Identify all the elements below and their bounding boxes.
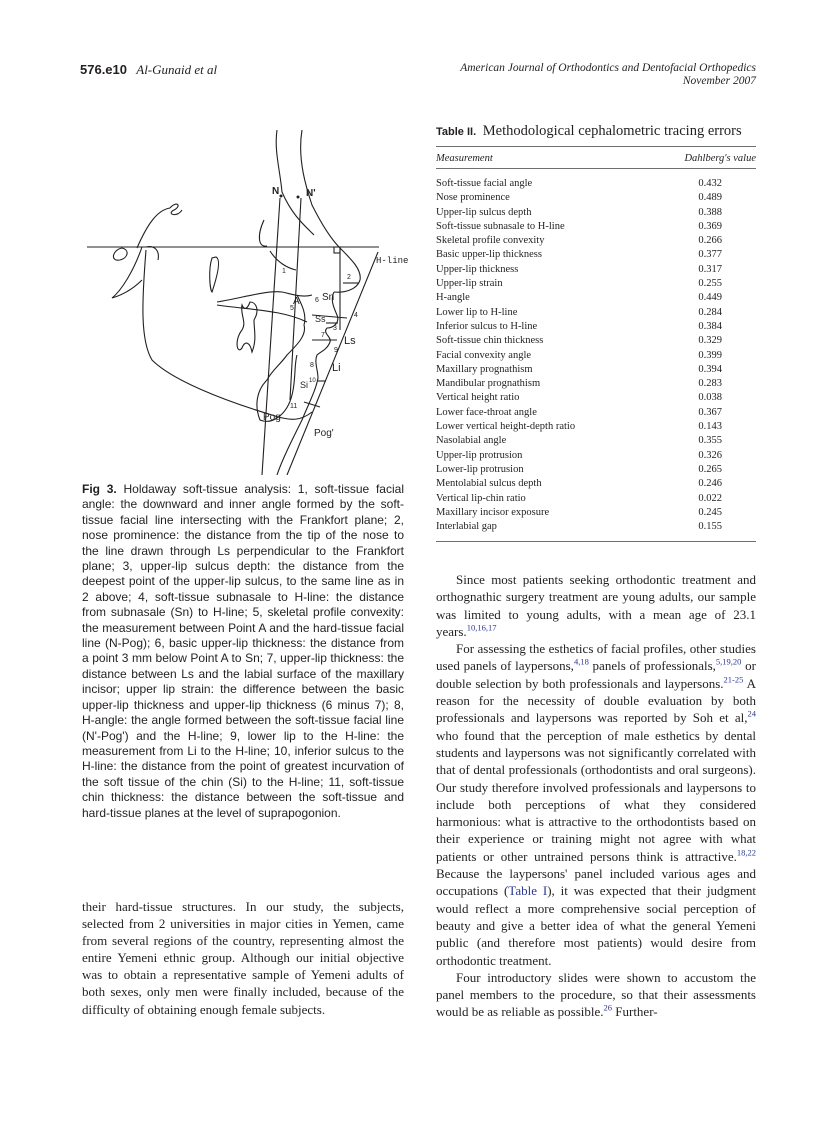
paragraph-1 xyxy=(436,571,756,640)
page-number: 576.e10 xyxy=(80,62,127,77)
cephalometric-tracing-diagram xyxy=(82,130,412,475)
measurement-cell: Facial convexity angle xyxy=(436,349,532,361)
dahlberg-value-cell: 0.355 xyxy=(698,435,722,447)
table-ii xyxy=(436,123,756,542)
table-row xyxy=(436,434,756,448)
label-sn: Sn xyxy=(322,292,335,303)
measurement-cell: Lower vertical height-depth ratio xyxy=(436,421,576,433)
measurement-cell: Lower lip to H-line xyxy=(436,306,518,318)
measurement-cell: Vertical height ratio xyxy=(436,392,520,404)
table-row xyxy=(436,277,756,291)
measure-11 xyxy=(304,402,320,407)
table-row xyxy=(436,520,756,534)
dahlberg-value-cell: 0.432 xyxy=(698,178,722,189)
measurement-cell: Upper-lip strain xyxy=(436,278,503,290)
table-body xyxy=(436,169,756,534)
dahlberg-value-cell: 0.155 xyxy=(698,521,722,533)
figure-caption xyxy=(82,482,404,821)
dahlberg-value-cell: 0.038 xyxy=(698,392,722,404)
measurement-cell: Soft-tissue subnasale to H-line xyxy=(436,220,565,232)
table-row xyxy=(436,191,756,205)
dahlberg-value-cell: 0.245 xyxy=(698,506,722,518)
table-row xyxy=(436,263,756,277)
paragraph-text: Further- xyxy=(612,1004,658,1020)
num-6: 6 xyxy=(315,297,319,304)
citation[interactable]: 4,18 xyxy=(573,657,589,668)
citation[interactable]: 10,16,17 xyxy=(466,622,497,633)
num-11: 11 xyxy=(290,403,298,410)
journal-name: American Journal of Orthodontics and Dentofacial Orthopedics xyxy=(460,62,756,74)
measurement-cell: Maxillary prognathism xyxy=(436,363,533,375)
table-row xyxy=(436,506,756,520)
label-a: A xyxy=(293,296,300,307)
num-5: 5 xyxy=(290,305,294,312)
measurement-cell: Soft-tissue chin thickness xyxy=(436,335,544,347)
dahlberg-value-cell: 0.143 xyxy=(698,421,722,433)
dahlberg-value-cell: 0.377 xyxy=(698,249,722,261)
measurement-cell: Vertical lip-chin ratio xyxy=(436,492,526,504)
measurement-cell: Maxillary incisor exposure xyxy=(436,506,550,518)
paragraph-text: Since most patients seeking orthodontic treatment and orthognathic surgery treatment are young adults, our sample was limited to young adults, with a mean age of 23.1 years. xyxy=(436,572,756,639)
issue-date: November 2007 xyxy=(682,75,756,87)
label-h-line: H-line xyxy=(376,256,409,266)
measurement-cell: Lower face-throat angle xyxy=(436,406,537,418)
table-row xyxy=(436,306,756,320)
dahlberg-value-cell: 0.266 xyxy=(698,235,722,247)
label-si: Si xyxy=(300,380,309,390)
label-ss: Ss xyxy=(315,314,326,324)
measurement-cell: Nasolabial angle xyxy=(436,435,507,447)
body-text-left-column xyxy=(82,898,404,1018)
measurement-cell: Inferior sulcus to H-line xyxy=(436,320,538,332)
dahlberg-value-cell: 0.384 xyxy=(698,320,722,332)
table-row xyxy=(436,477,756,491)
dahlberg-value-cell: 0.317 xyxy=(698,263,722,275)
dahlberg-value-cell: 0.369 xyxy=(698,220,722,232)
paragraph-text: A reason for the necessity of double evaluation by both professionals and laypersons was reported by Soh et al, xyxy=(436,675,756,726)
paragraph: their hard-tissue structures. In our study, the subjects, selected from 2 universities in major cities in Yemen, came from several regions of the country, representing almost the entire Yemeni ethnic group. Although our initial objective was to obtain a representative sample of Yemeni adults of both sexes, only men were finally included, because of the difficulty of obtaining enough female subjects. xyxy=(82,899,404,1017)
dahlberg-value-cell: 0.255 xyxy=(698,278,722,290)
table-row xyxy=(436,334,756,348)
table-row xyxy=(436,220,756,234)
mandible-outline xyxy=(143,250,312,419)
n-pog-line xyxy=(262,198,280,475)
soft-tissue-profile-nose xyxy=(301,130,361,292)
dahlberg-value-cell: 0.329 xyxy=(698,335,722,347)
label-n-prime: N' xyxy=(306,188,316,199)
body-text-right-column xyxy=(436,571,756,1021)
num-4: 4 xyxy=(354,312,358,319)
label-li: Li xyxy=(332,362,341,374)
porion-outline xyxy=(113,248,127,260)
table-row xyxy=(436,492,756,506)
paragraph-text: who found that the perception of male esthetics by dental students and laypersons was not significantly correlated with that of dental professionals (orthodontists and oral surgeons). Our study therefore involved professionals and laypersons to include both perceptions of what they considered harmonious: what is attractive to the orthodontists based on their experience or training might not agree with what patients or other untrained persons think is attractive. xyxy=(436,727,756,864)
orbit-outline xyxy=(137,204,182,248)
dahlberg-value-cell: 0.022 xyxy=(698,492,722,504)
dahlberg-value-cell: 0.394 xyxy=(698,363,722,375)
table-row xyxy=(436,320,756,334)
table-header-row xyxy=(436,147,756,164)
paragraph-2 xyxy=(436,640,756,969)
table-i-link[interactable]: Table I xyxy=(508,883,548,899)
table-title xyxy=(436,123,756,140)
table-row xyxy=(436,363,756,377)
bone-profile-nasion xyxy=(276,130,314,235)
paragraph-text: or double selection by both professionals and laypersons. xyxy=(436,658,756,691)
measurement-cell: H-angle xyxy=(436,292,470,304)
measurement-cell: Basic upper-lip thickness xyxy=(436,249,542,261)
dahlberg-value-cell: 0.246 xyxy=(698,478,722,490)
dahlberg-value-cell: 0.326 xyxy=(698,449,722,461)
column-header-measurement: Measurement xyxy=(436,153,493,164)
figure-label: Fig 3. xyxy=(82,482,117,496)
table-row xyxy=(436,177,756,191)
num-8: 8 xyxy=(310,362,314,369)
measurement-cell: Soft-tissue facial angle xyxy=(436,178,533,189)
running-header-right xyxy=(460,62,756,88)
measurement-cell: Skeletal profile convexity xyxy=(436,235,545,247)
num-10: 10 xyxy=(309,378,316,384)
measurement-cell: Upper-lip thickness xyxy=(436,263,519,275)
right-angle-marker xyxy=(334,247,340,253)
num-7: 7 xyxy=(321,332,325,339)
label-n: N xyxy=(272,186,280,197)
measurement-cell: Mentolabial sulcus depth xyxy=(436,478,542,490)
table-caption: Methodological cephalometric tracing errors xyxy=(482,123,742,139)
table-row xyxy=(436,377,756,391)
column-header-dahlberg: Dahlberg's value xyxy=(684,153,756,164)
table-row xyxy=(436,291,756,305)
measurement-cell: Interlabial gap xyxy=(436,521,497,533)
table-row xyxy=(436,234,756,248)
label-ls: Ls xyxy=(344,335,356,347)
label-pog-prime: Pog' xyxy=(314,428,334,439)
running-header xyxy=(80,62,756,94)
citation[interactable]: 24 xyxy=(747,709,756,720)
citation[interactable]: 21-25 xyxy=(723,674,744,685)
table-row xyxy=(436,206,756,220)
measurement-cell: Lower-lip protrusion xyxy=(436,463,524,475)
paragraph-text: panels of professionals, xyxy=(588,658,716,674)
citation[interactable]: 26 xyxy=(603,1003,613,1014)
dahlberg-value-cell: 0.489 xyxy=(698,192,722,204)
table-number: Table II. xyxy=(436,126,477,138)
paragraph-text: For assessing the esthetics of facial profiles, other studies used panels of laypersons, xyxy=(436,641,756,674)
citation[interactable]: 18,22 xyxy=(736,847,756,858)
dahlberg-value-cell: 0.449 xyxy=(698,292,722,304)
label-pog: Pog xyxy=(263,412,281,423)
running-authors: Al-Gunaid et al xyxy=(136,62,218,77)
num-2: 2 xyxy=(347,274,351,281)
num-1: 1 xyxy=(282,268,286,275)
table-row xyxy=(436,449,756,463)
table-bottom-rule xyxy=(436,541,756,542)
paragraph-text: Four introductory slides were shown to accustom the panel members to the procedure, so that their assessments would be as reliable as possible. xyxy=(436,969,756,1020)
paragraph-text: ), it was expected that their judgment would reflect a more comprehensive social perception of beauty and give a better idea of what the general Yemeni public (and therefore most patients) would desire from orthodontic treatment. xyxy=(436,883,757,968)
paragraph-text: Because the laypersons' panel included various ages and occupations ( xyxy=(436,866,756,899)
num-9: 9 xyxy=(334,347,338,354)
paragraph-3 xyxy=(436,969,756,1021)
dahlberg-value-cell: 0.399 xyxy=(698,349,722,361)
citation[interactable]: 5,19,20 xyxy=(715,657,742,668)
figure-caption-text: Holdaway soft-tissue analysis: 1, soft-tissue facial angle: the downward and inner angle formed by the soft-tissue facial line intersecting with the Frankfort plane; 2, nose prominence: the distance from the tip of the nose to the line drawn through Ls perpendicular to the Frankfort plane; 3, upper-lip sulcus depth: the distance from the deepest point of the upper-lip sulcus, to the same line as in 2 above; 4, soft-tissue subnasale to H-line: the distance from subnasale (Sn) to H-line; 5, skeletal profile convexity: the measurement between Point A and the hard-tissue facial line (N-Pog); 6, basic upper-lip thickness: the distance from a point 3 mm below Point A to Sn; 7, upper-lip thickness: the distance between Ls and the labial surface of the maxillary incisor; upper lip strain: the difference between the basic upper-lip thickness and upper-lip thickness (6 minus 7); 8, H-angle: the angle formed between the soft-tissue facial line (N'-Pog') and the H-line; 9, lower lip to the H-line: the measurement from Li to the H-line; 10, inferior sulcus to the H-line: the distance from the point of greatest incurvation of the soft tissue of the chin (Si) to the H-line; 11, soft-tissue chin thickness: the distance between the soft-tissue and hard-tissue planes at the level of suprapogonion. xyxy=(82,482,404,820)
table-row xyxy=(436,248,756,262)
table-row xyxy=(436,349,756,363)
measurement-cell: Upper-lip protrusion xyxy=(436,449,523,461)
measurement-cell: Nose prominence xyxy=(436,192,510,204)
running-header-left xyxy=(80,62,217,78)
dahlberg-value-cell: 0.284 xyxy=(698,306,722,318)
pterygoid-outline xyxy=(210,257,219,292)
table-row xyxy=(436,406,756,420)
table-row xyxy=(436,420,756,434)
measurement-cell: Mandibular prognathism xyxy=(436,378,541,390)
table-row xyxy=(436,463,756,477)
dahlberg-value-cell: 0.283 xyxy=(698,378,722,390)
table-row xyxy=(436,391,756,405)
figure-holdaway-analysis xyxy=(82,130,412,475)
num-3: 3 xyxy=(333,325,337,332)
dahlberg-value-cell: 0.388 xyxy=(698,206,722,218)
measurement-cell: Upper-lip sulcus depth xyxy=(436,206,532,218)
dahlberg-value-cell: 0.367 xyxy=(698,406,722,418)
dahlberg-value-cell: 0.265 xyxy=(698,463,722,475)
